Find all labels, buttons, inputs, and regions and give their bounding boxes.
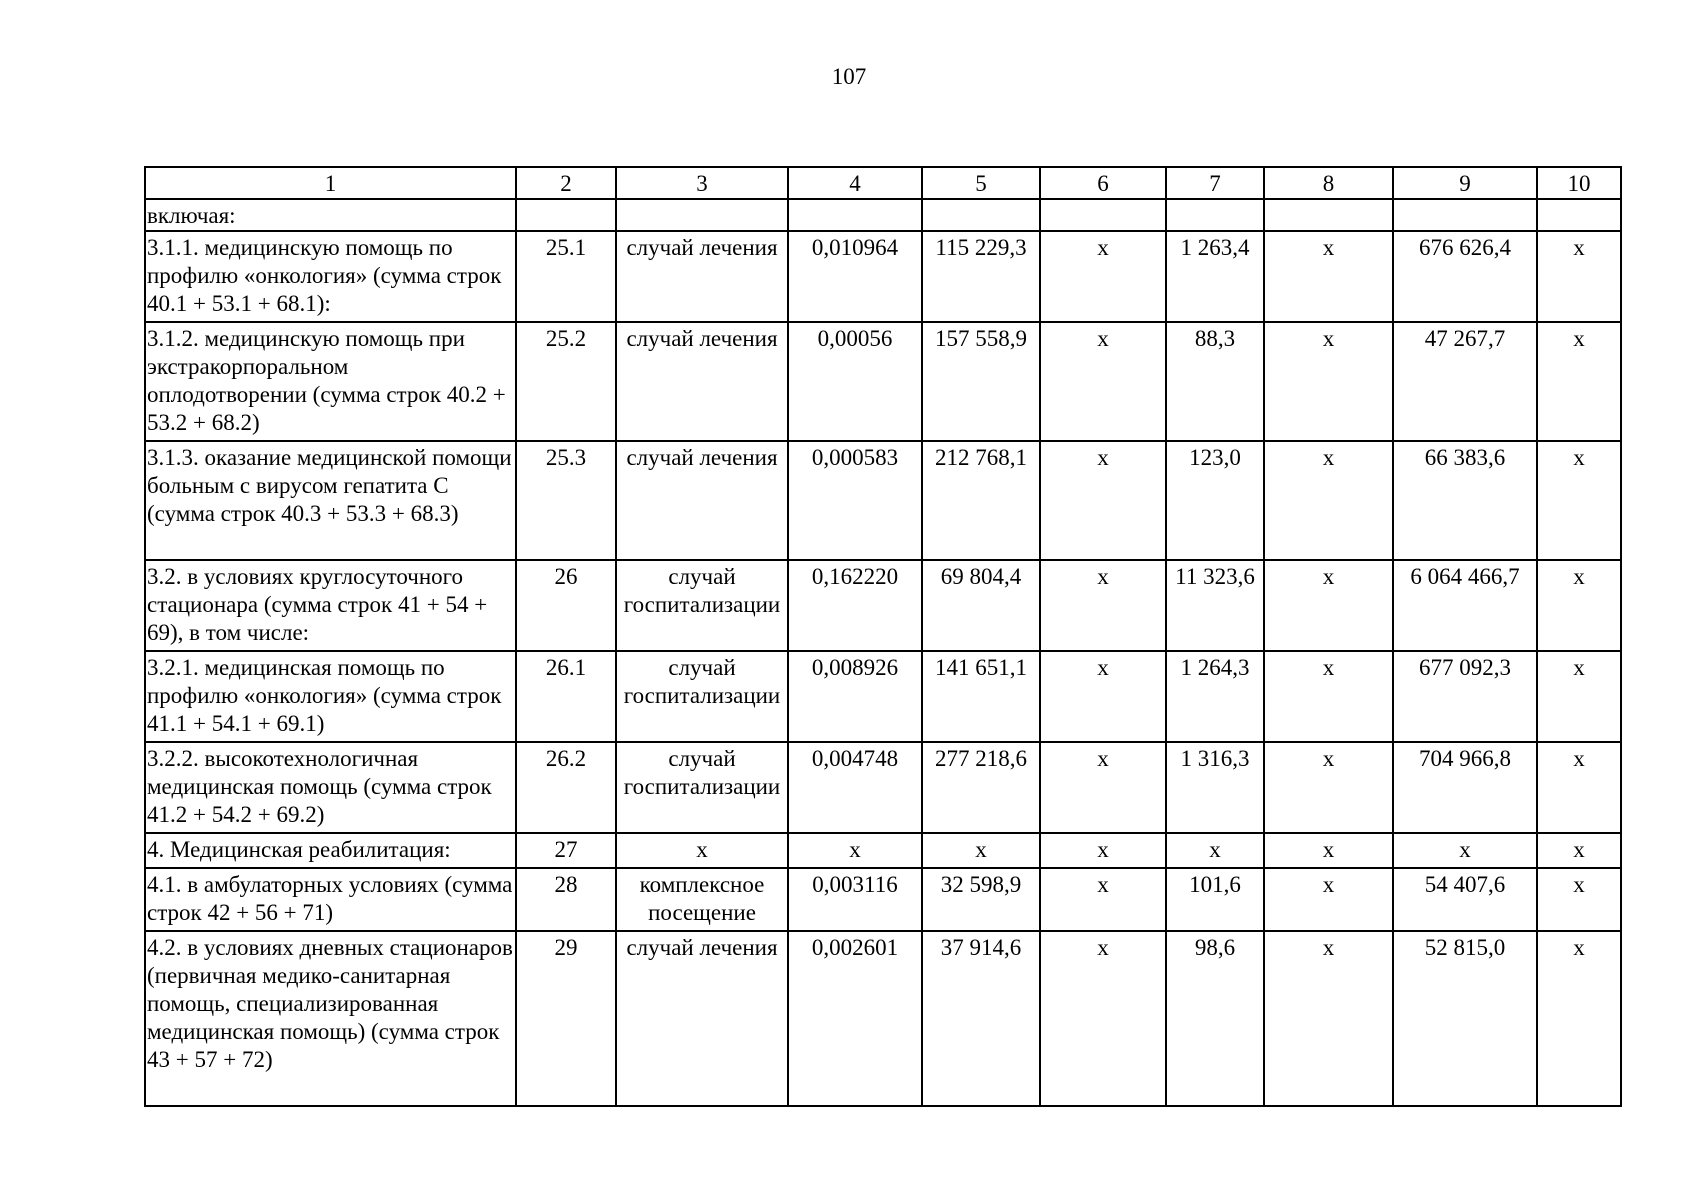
row-code: 28	[516, 868, 616, 931]
cell-col9: 66 383,6	[1393, 441, 1537, 560]
header-cell: 6	[1040, 167, 1166, 199]
cell-col7: 101,6	[1166, 868, 1264, 931]
row-name: 3.1.3. оказание медицинской помощи больным с вирусом гепатита С (сумма строк 40.3 + 53.3 + 68.3)	[145, 441, 516, 560]
cell-col7: х	[1166, 833, 1264, 868]
cell-col6: х	[1040, 651, 1166, 742]
cell-col9: 676 626,4	[1393, 231, 1537, 322]
cell-col7: 1 263,4	[1166, 231, 1264, 322]
row-name: 3.2.1. медицинская помощь по профилю «онкология» (сумма строк 41.1 + 54.1 + 69.1)	[145, 651, 516, 742]
cell-col8: х	[1264, 833, 1393, 868]
cell-col8: х	[1264, 441, 1393, 560]
cell-col7: 123,0	[1166, 441, 1264, 560]
row-code: 27	[516, 833, 616, 868]
header-row	[145, 167, 1621, 199]
empty-cell	[922, 199, 1040, 231]
row-code: 25.3	[516, 441, 616, 560]
row-name: 4.1. в амбулаторных условиях (сумма строк 42 + 56 + 71)	[145, 868, 516, 931]
header-cell: 7	[1166, 167, 1264, 199]
cell-col9: 704 966,8	[1393, 742, 1537, 833]
page-number: 107	[831, 64, 867, 89]
cell-col7: 88,3	[1166, 322, 1264, 441]
header-cell: 10	[1537, 167, 1621, 199]
cell-col6: х	[1040, 868, 1166, 931]
cell-col5: 277 218,6	[922, 742, 1040, 833]
table-row	[145, 931, 1621, 1106]
row-code: 26	[516, 560, 616, 651]
cell-col4: 0,00056	[788, 322, 922, 441]
cell-col6: х	[1040, 231, 1166, 322]
table-row	[145, 441, 1621, 560]
cell-col4: 0,002601	[788, 931, 922, 1106]
row-unit: случай госпитализации	[616, 651, 788, 742]
row-unit: случай лечения	[616, 231, 788, 322]
row-unit: случай лечения	[616, 441, 788, 560]
empty-cell	[788, 199, 922, 231]
cell-col6: х	[1040, 560, 1166, 651]
cell-col9: 52 815,0	[1393, 931, 1537, 1106]
cell-col7: 98,6	[1166, 931, 1264, 1106]
header-cell: 2	[516, 167, 616, 199]
table-row	[145, 651, 1621, 742]
cell-col6: х	[1040, 742, 1166, 833]
cell-col4: 0,000583	[788, 441, 922, 560]
cell-col4: 0,008926	[788, 651, 922, 742]
header-cell: 4	[788, 167, 922, 199]
cell-col10: х	[1537, 322, 1621, 441]
row-unit: случай лечения	[616, 322, 788, 441]
cell-col10: х	[1537, 833, 1621, 868]
cell-col8: х	[1264, 231, 1393, 322]
cell-col10: х	[1537, 231, 1621, 322]
row-unit: случай лечения	[616, 931, 788, 1106]
cell-col10: х	[1537, 931, 1621, 1106]
cell-col4: 0,010964	[788, 231, 922, 322]
header-cell: 3	[616, 167, 788, 199]
cell-col6: х	[1040, 441, 1166, 560]
header-cell: 8	[1264, 167, 1393, 199]
empty-cell	[516, 199, 616, 231]
cell-col8: х	[1264, 560, 1393, 651]
cell-col4: 0,004748	[788, 742, 922, 833]
table-row	[145, 322, 1621, 441]
header-cell: 1	[145, 167, 516, 199]
header-cell: 9	[1393, 167, 1537, 199]
cell-col5: 32 598,9	[922, 868, 1040, 931]
cell-col10: х	[1537, 742, 1621, 833]
empty-cell	[616, 199, 788, 231]
cell-col8: х	[1264, 868, 1393, 931]
cell-col10: х	[1537, 441, 1621, 560]
cell-col4: 0,162220	[788, 560, 922, 651]
cell-col10: х	[1537, 560, 1621, 651]
row-code: 25.2	[516, 322, 616, 441]
row-name: 4. Медицинская реабилитация:	[145, 833, 516, 868]
row-unit: комплексное посещение	[616, 868, 788, 931]
budget-table	[144, 166, 1622, 1107]
cell-col6: х	[1040, 931, 1166, 1106]
cell-col5: 69 804,4	[922, 560, 1040, 651]
table-row	[145, 833, 1621, 868]
cell-col8: х	[1264, 651, 1393, 742]
row-name: 4.2. в условиях дневных стационаров (первичная медико-санитарная помощь, специализированная медицинская помощь) (сумма строк 43 + 57 + 72)	[145, 931, 516, 1106]
cell-col5: 37 914,6	[922, 931, 1040, 1106]
row-code: 25.1	[516, 231, 616, 322]
empty-cell	[1040, 199, 1166, 231]
row-name: 3.1.1. медицинскую помощь по профилю «онкология» (сумма строк 40.1 + 53.1 + 68.1):	[145, 231, 516, 322]
row-code: 29	[516, 931, 616, 1106]
row-unit: случай госпитализации	[616, 742, 788, 833]
table-row	[145, 560, 1621, 651]
section-label: включая:	[145, 199, 516, 231]
empty-cell	[1166, 199, 1264, 231]
cell-col8: х	[1264, 931, 1393, 1106]
cell-col9: 47 267,7	[1393, 322, 1537, 441]
header-cell: 5	[922, 167, 1040, 199]
cell-col6: х	[1040, 833, 1166, 868]
table-row	[145, 231, 1621, 322]
row-unit: случай госпитализации	[616, 560, 788, 651]
row-code: 26.1	[516, 651, 616, 742]
cell-col9: 677 092,3	[1393, 651, 1537, 742]
cell-col9: х	[1393, 833, 1537, 868]
cell-col5: 115 229,3	[922, 231, 1040, 322]
cell-col7: 11 323,6	[1166, 560, 1264, 651]
row-name: 3.2. в условиях круглосуточного стационара (сумма строк 41 + 54 + 69), в том числе:	[145, 560, 516, 651]
cell-col10: х	[1537, 651, 1621, 742]
row-unit: х	[616, 833, 788, 868]
cell-col5: 157 558,9	[922, 322, 1040, 441]
empty-cell	[1537, 199, 1621, 231]
cell-col7: 1 264,3	[1166, 651, 1264, 742]
empty-cell	[1264, 199, 1393, 231]
cell-col8: х	[1264, 322, 1393, 441]
cell-col7: 1 316,3	[1166, 742, 1264, 833]
cell-col8: х	[1264, 742, 1393, 833]
cell-col5: 141 651,1	[922, 651, 1040, 742]
cell-col4: х	[788, 833, 922, 868]
empty-cell	[1393, 199, 1537, 231]
row-name: 3.1.2. медицинскую помощь при экстракорпоральном оплодотворении (сумма строк 40.2 + 53.2 + 68.2)	[145, 322, 516, 441]
table-row	[145, 742, 1621, 833]
cell-col9: 54 407,6	[1393, 868, 1537, 931]
table-row	[145, 868, 1621, 931]
row-name: 3.2.2. высокотехнологичная медицинская помощь (сумма строк 41.2 + 54.2 + 69.2)	[145, 742, 516, 833]
section-label-row	[145, 199, 1621, 231]
cell-col5: х	[922, 833, 1040, 868]
cell-col6: х	[1040, 322, 1166, 441]
cell-col9: 6 064 466,7	[1393, 560, 1537, 651]
row-code: 26.2	[516, 742, 616, 833]
cell-col10: х	[1537, 868, 1621, 931]
cell-col5: 212 768,1	[922, 441, 1040, 560]
cell-col4: 0,003116	[788, 868, 922, 931]
